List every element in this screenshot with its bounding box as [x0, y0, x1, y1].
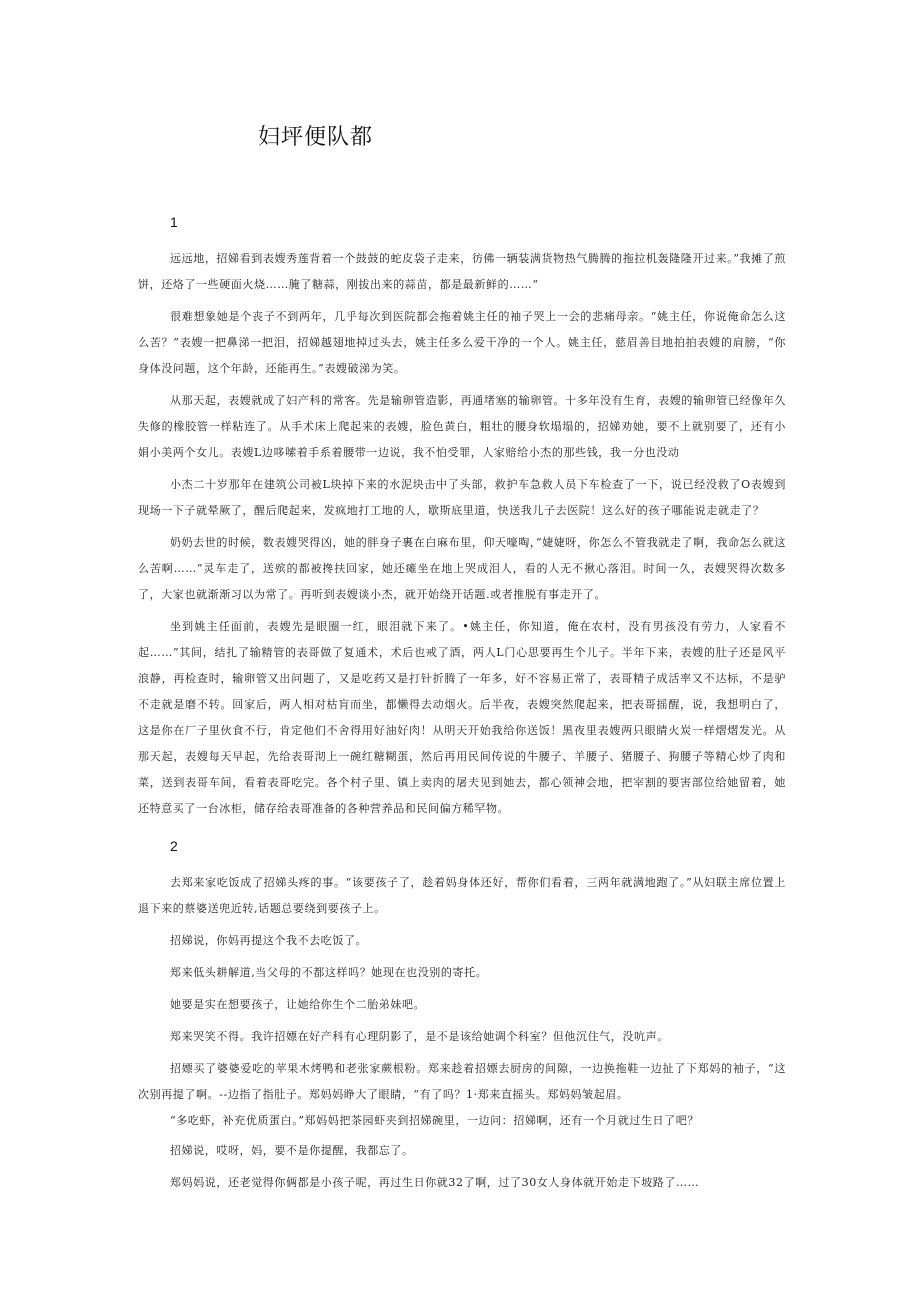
- document-body: [138, 214, 786, 1202]
- paragraph: 郑来低头耕解道,当父母的不都这样吗？她现在也没别的寄托。: [170, 966, 488, 979]
- section-spacer: [138, 828, 786, 838]
- paragraph: 她要是实在想要孩子，让她给你生个二胎弟妹吧。: [170, 998, 426, 1011]
- paragraph: 郑来哭笑不得。我许招嫖在好产科有心理阴影了，是不是该给她调个科室？但他沉住气，没吭声。: [170, 1030, 669, 1043]
- paragraph: 从那天起，表嫂就成了妇产科的常客。先是输卵管造影，再通堵塞的输卵管。十多年没有生育，表嫂的输卵管已经像年久失修的橡胶管一样粘连了。从手术床上爬起来的表嫂，脸色黄白，粗壮的腰身软塌塌的，招娣劝她，要不上就别要了，还有小娟小美两个女儿。表嫂L边哆嗦着手系着腰带一边说，我不怕受罪，人家赔给小杰的那些钱，我一分也没动: [138, 394, 786, 459]
- paragraph: 郑妈妈说，还老觉得你俩都是小孩子呢，再过生日你就32了啊，过了30女人身体就开始走下坡路了……: [170, 1176, 700, 1189]
- paragraph: 小杰二十岁那年在建筑公司被L块掉下来的水泥块击中了头部，救护车急救人员下车检查了一下，说已经没救了O表嫂到现场一下子就晕厥了，醒后爬起来，发疯地打工地的人，歇斯底里道，快送我儿子去医院！这么好的孩子哪能说走就走了？: [138, 478, 786, 517]
- paragraph: 招娣说，哎呀，妈，要不是你提醒，我都忘了。: [170, 1144, 414, 1157]
- section-number: 2: [170, 838, 178, 854]
- paragraph: 坐到姚主任面前，表嫂先是眼圈一红，眼泪就下来了。•姚主任，你知道，俺在农村，没有男孩没有劳力，人家看不起……”其间，结扎了输精管的表哥做了复通术，术后也戒了酒，两人L门心思要再生个儿子。半年下来，表嫂的肚子还是风平浪静，再检查时，输卵管又出问题了，又是吃药又是打针折腾了一年多，好不容易正常了，表哥精子成活率又不达标，不是驴不走就是磨不转。回家后，两人相对枯肓而坐，都懒得去动烟火。后半夜，表嫂突然爬起来，把表哥摇醒，说，我想明白了，这是你在厂子里伙食不行，肯定他们不舍得用好油好肉！从明天开始我给你送饭！黑夜里表嫂两只眼睛火炭一样熠熠发光。从那天起，表嫂每天早起，先给表哥沏上一碗红糖糊蛋，然后再用民间传说的牛腰子、羊腰子、猪腰子、狗腰子等精心炒了肉和菜，送到表哥车间，看着表哥吃完。各个村子里、镇上卖肉的屠夫见到她去，都心领神会地，把宰割的要害部位给她留着，她还特意买了一台冰柜，储存给表哥准备的各种营养品和民间偏方稀罕物。: [138, 620, 786, 815]
- document-title: 妇坪便队都: [258, 125, 374, 150]
- section-number: 1: [170, 214, 178, 230]
- paragraph: 远远地，招娣看到表嫂秀莲背着一个鼓鼓的蛇皮袋子走来，彷佛一辆装满货物热气腾腾的拖拉机轰隆隆开过来。”我摊了煎饼，还烙了一些硬面火烧……腌了糖蒜，刚拔出来的蒜苗，都是最新鲜的……“: [138, 252, 786, 291]
- paragraph: “多吃虾，补充优质蛋白。”郑妈妈把茶园虾夹到招娣碗里，一边问：招娣啊，还有一个月就过生日了吧？: [170, 1114, 699, 1127]
- paragraph: 招娣说，你妈再提这个我不去吃饭了。: [170, 934, 368, 947]
- section-1: [138, 214, 786, 822]
- paragraph: 奶奶去世的时候，数表嫂哭得凶，她的胖身子裹在白麻布里，仰天嚎啕，”婕婕呀，你怎么不管我就走了啊，我命怎么就这么苦啊……”灵车走了，送殡的都被搀扶回家，她还瘫坐在地上哭成泪人，看的人无不揪心落泪。时间一久，表嫂哭得次数多了，大家也就渐渐习以为常了。再听到表嫂谈小杰，就开始绕开话题.或者推脱有事走开了。: [138, 536, 786, 601]
- paragraph: 去郑来家吃饭成了招娣头疼的事。“该要孩子了，趁着妈身体还好，帮你们看着，三两年就满地跑了。”从妇联主席位置上退下来的蔡婆送兜近转,话题总要绕到要孩子上。: [138, 876, 786, 915]
- paragraph: 招嫖买了婆婆爱吃的苹果木烤鸭和老张家蕨根粉。郑来趁着招嫖去厨房的间隙，一边换拖鞋一边扯了下郑妈的袖子，“这次别再提了啊。--边指了指肚子。郑妈妈睁大了眼睛，“有了吗？1·郑来直摇头。郑妈妈皱起眉。: [138, 1062, 786, 1101]
- paragraph: 很难想象她是个丧子不到两年，几乎每次到医院都会拖着姚主任的袖子哭上一会的悲痛母亲。“姚主任，你说俺命怎么这么苦？”表嫂一把鼻涕一把泪，招娣越翅地掉过头去，姚主任多么爱干净的一个人。姚主任，慈眉善目地拍拍表嫂的肩膀，“你身体没问题，这个年龄，还能再生。”表嫂破涕为笑。: [138, 310, 786, 375]
- section-2: [138, 838, 786, 1196]
